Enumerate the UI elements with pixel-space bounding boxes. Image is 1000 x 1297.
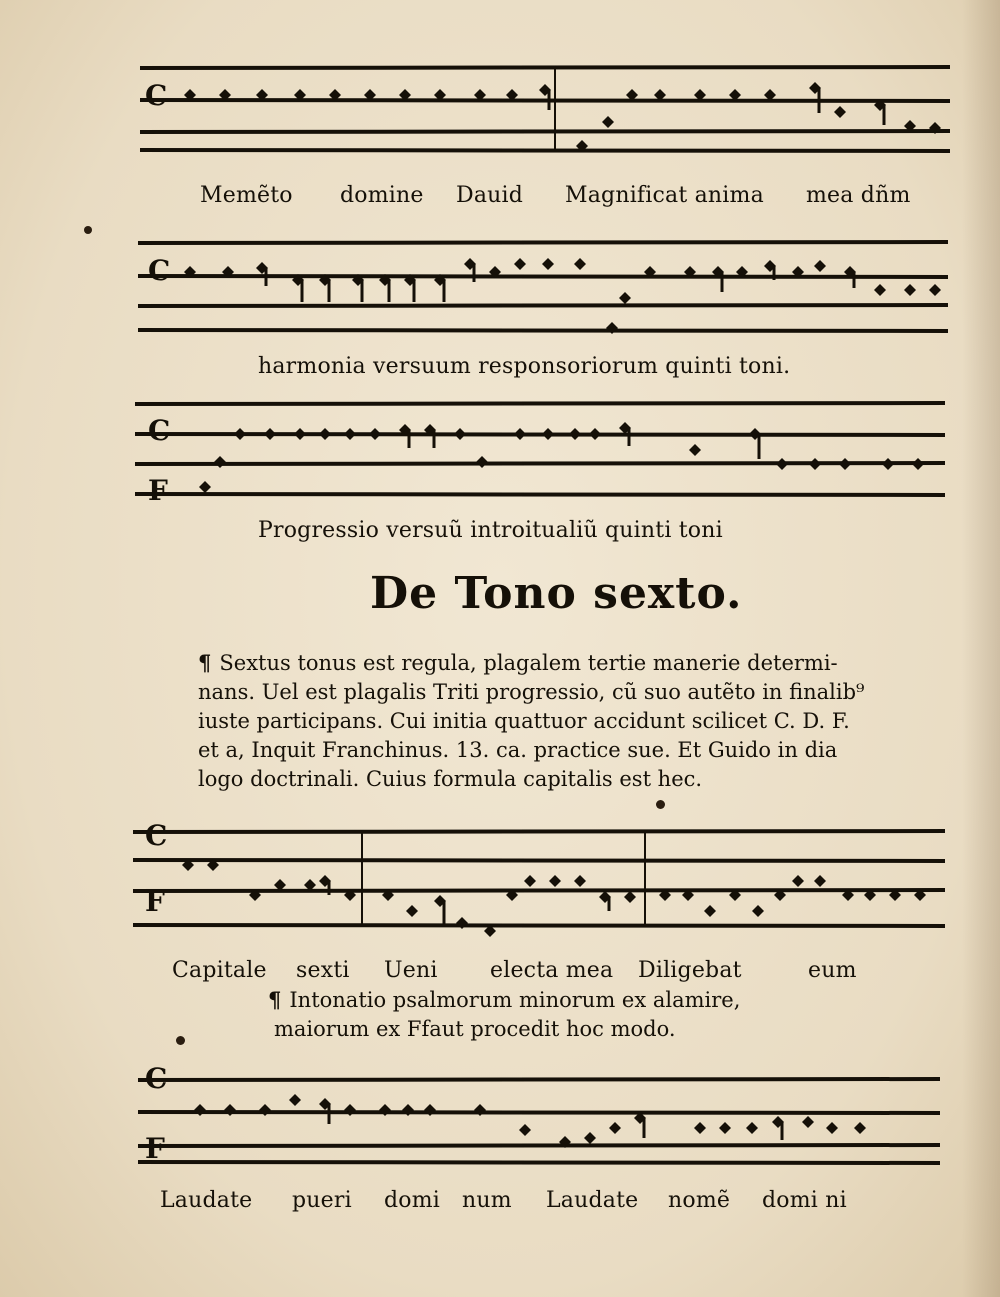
staff1-caption-3: Dauid bbox=[456, 183, 524, 208]
note-head bbox=[344, 428, 356, 440]
note-head bbox=[524, 875, 536, 887]
staff-line bbox=[138, 1145, 940, 1146]
staff-line bbox=[135, 463, 945, 464]
staff1-caption-5: mea dñm bbox=[806, 183, 911, 208]
note-head bbox=[624, 891, 636, 903]
staff5-caption-1: Laudate bbox=[160, 1188, 253, 1213]
note-head bbox=[574, 875, 586, 887]
note-head bbox=[814, 260, 826, 272]
note-head bbox=[882, 458, 894, 470]
staff4-caption-1: Capitale bbox=[172, 958, 267, 983]
music-staff-4 bbox=[0, 815, 1000, 945]
para1-line-2: nans. Uel est plagalis Triti progressio, cũ suo autẽto in finalib⁹ bbox=[198, 680, 865, 704]
note-head bbox=[912, 458, 924, 470]
ink-spot bbox=[84, 226, 92, 234]
note-head bbox=[746, 1122, 758, 1134]
staff-line bbox=[133, 860, 945, 861]
staff-line bbox=[140, 67, 950, 68]
staff3-caption: Progressio versuũ introitualiũ quinti toni bbox=[258, 518, 723, 543]
note-head bbox=[814, 875, 826, 887]
note-head bbox=[834, 106, 846, 118]
note-head bbox=[704, 905, 716, 917]
staff-line bbox=[140, 150, 950, 151]
note-head bbox=[569, 428, 581, 440]
staff-line bbox=[135, 434, 945, 435]
staff-line bbox=[133, 831, 945, 832]
pilcrow-mark: ¶ bbox=[268, 987, 282, 1012]
staff5-caption-5: Laudate bbox=[546, 1188, 639, 1213]
note-head bbox=[264, 428, 276, 440]
para2-line-1: ¶ Intonatio psalmorum minorum ex alamire, bbox=[268, 987, 741, 1012]
staff5-caption-2: pueri bbox=[292, 1188, 352, 1213]
staff5-caption-7: domi ni bbox=[762, 1188, 847, 1213]
staff-line bbox=[138, 305, 948, 306]
staff-line bbox=[138, 242, 948, 243]
c-clef-icon: C bbox=[145, 819, 168, 852]
music-staff-1 bbox=[0, 50, 1000, 170]
note-head bbox=[319, 428, 331, 440]
staff1-caption-4: Magnificat anima bbox=[565, 183, 764, 208]
note-head bbox=[542, 428, 554, 440]
paragraph-sextus-tonus bbox=[198, 648, 938, 794]
note-head bbox=[602, 116, 614, 128]
note-head bbox=[574, 258, 586, 270]
note-head bbox=[519, 1124, 531, 1136]
staff-line bbox=[138, 1079, 940, 1080]
staff5-caption-6: nomẽ bbox=[668, 1188, 731, 1213]
c-clef-icon: C bbox=[148, 414, 171, 447]
note-head bbox=[752, 905, 764, 917]
staff5-caption-4: num bbox=[462, 1188, 512, 1213]
note-head bbox=[194, 1104, 206, 1116]
paragraph-intonatio bbox=[268, 985, 828, 1044]
note-head bbox=[719, 1122, 731, 1134]
staff4-caption-5: Diligebat bbox=[638, 958, 742, 983]
f-clef-icon: F bbox=[145, 885, 165, 918]
note-head bbox=[406, 905, 418, 917]
c-clef-icon: C bbox=[145, 1062, 168, 1095]
note-head bbox=[542, 258, 554, 270]
staff1-caption-1: Memẽto bbox=[200, 183, 293, 208]
para1-line-3: iuste participans. Cui initia quattuor accidunt scilicet C. D. F. bbox=[198, 709, 850, 733]
staff-line bbox=[140, 131, 950, 132]
staff5-caption-3: domi bbox=[384, 1188, 441, 1213]
staff4-caption-6: eum bbox=[808, 958, 857, 983]
note-head bbox=[929, 284, 941, 296]
c-clef-icon: C bbox=[148, 254, 171, 287]
note-head bbox=[224, 1104, 236, 1116]
f-clef-icon: F bbox=[148, 474, 168, 507]
note-head bbox=[289, 1094, 301, 1106]
c-clef-icon: C bbox=[145, 79, 168, 112]
note-head bbox=[609, 1122, 621, 1134]
ink-spot bbox=[176, 1036, 185, 1045]
note-head bbox=[839, 458, 851, 470]
note-head bbox=[369, 428, 381, 440]
note-head bbox=[792, 875, 804, 887]
note-head bbox=[514, 428, 526, 440]
para1-line-5: logo doctrinali. Cuius formula capitalis est hec. bbox=[198, 767, 703, 791]
staff-line bbox=[138, 330, 948, 331]
para1-line-1: ¶ Sextus tonus est regula, plagalem tertie manerie determi- bbox=[198, 650, 838, 675]
para2-line-2: maiorum ex Ffaut procedit hoc modo. bbox=[274, 1017, 676, 1041]
staff-line bbox=[138, 1162, 940, 1163]
note-head bbox=[874, 284, 886, 296]
note-head bbox=[454, 428, 466, 440]
staff-line bbox=[138, 276, 948, 277]
note-head bbox=[854, 1122, 866, 1134]
note-head bbox=[802, 1116, 814, 1128]
note-head bbox=[689, 444, 701, 456]
note-head bbox=[214, 456, 226, 468]
music-staff-3 bbox=[0, 392, 1000, 517]
staff1-caption-2: domine bbox=[340, 183, 424, 208]
note-head bbox=[514, 258, 526, 270]
music-staff-2 bbox=[0, 228, 1000, 348]
note-head bbox=[234, 428, 246, 440]
music-staff-5 bbox=[0, 1060, 1000, 1175]
note-head bbox=[589, 428, 601, 440]
staff-line bbox=[135, 494, 945, 495]
para1-line-4: et a, Inquit Franchinus. 13. ca. practice sue. Et Guido in dia bbox=[198, 738, 838, 762]
note-head bbox=[294, 428, 306, 440]
f-clef-icon: F bbox=[145, 1132, 165, 1165]
pilcrow-mark: ¶ bbox=[198, 650, 212, 675]
note-head bbox=[776, 458, 788, 470]
note-head bbox=[826, 1122, 838, 1134]
note-head bbox=[809, 458, 821, 470]
note-head bbox=[199, 481, 211, 493]
staff-line bbox=[138, 1112, 940, 1113]
staff-line bbox=[135, 403, 945, 404]
note-head bbox=[259, 1104, 271, 1116]
note-head bbox=[584, 1132, 596, 1144]
section-heading: De Tono sexto. bbox=[370, 568, 743, 619]
staff4-caption-2: sexti bbox=[296, 958, 350, 983]
staff2-caption: harmonia versuum responsoriorum quinti toni. bbox=[258, 354, 791, 379]
ink-spot bbox=[656, 800, 665, 809]
note-head bbox=[476, 456, 488, 468]
note-head bbox=[904, 284, 916, 296]
staff4-caption-3: Ueni bbox=[384, 958, 438, 983]
staff-line bbox=[133, 925, 945, 926]
note-head bbox=[694, 1122, 706, 1134]
staff4-caption-4: electa mea bbox=[490, 958, 614, 983]
note-head bbox=[619, 292, 631, 304]
note-head bbox=[549, 875, 561, 887]
